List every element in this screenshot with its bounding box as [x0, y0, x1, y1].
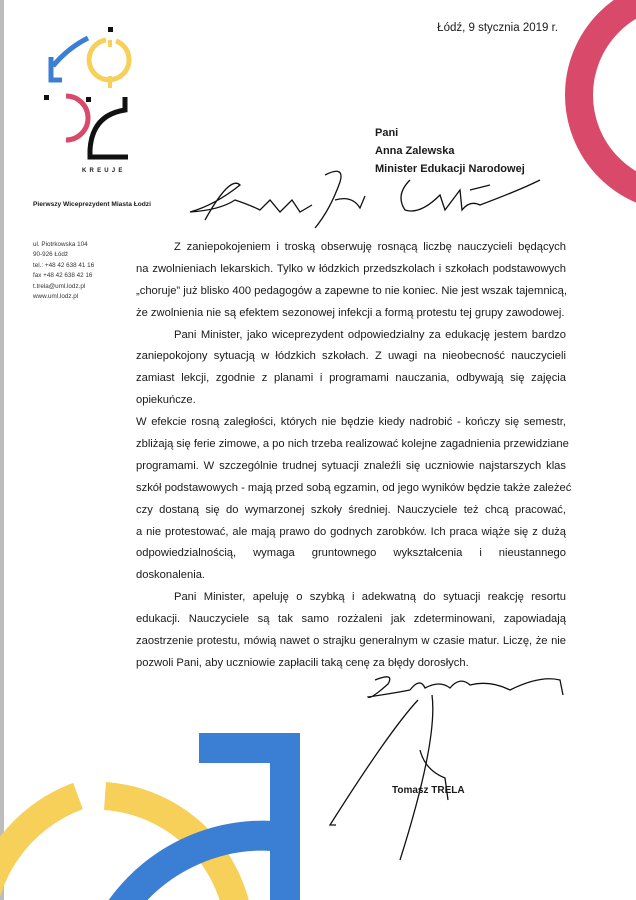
paragraph-line: zamiast lekcji, zgodnie z planami i programami nauczania, odbywają się zajęcia	[136, 372, 566, 385]
paragraph-line: szkół podstawowych - mają przed sobą egzamin, od jego wyników będzie także zależeć	[136, 481, 572, 494]
paragraph-line: Pani Minister, jako wiceprezydent odpowiedzialny za edukację jestem bardzo	[174, 328, 566, 341]
address-fax: fax +48 42 638 42 16	[33, 272, 93, 280]
paragraph-line: programami. W szczególnie trudnej sytuacji znaleźli się uczniowie najstarszych klas	[136, 459, 566, 472]
paragraph-line: zaostrzenie protestu, mówią nawet o strajku generalnym w czasie matur. Liczę, że nie	[136, 635, 566, 648]
letter-paragraph	[136, 587, 566, 675]
address-phone: tel.: +48 42 638 41 16	[33, 261, 95, 269]
blue-arc-decoration	[120, 836, 285, 900]
letter-paragraph	[136, 237, 566, 325]
paragraph-line: pozwoli Pani, aby uczniowie zapłacili taką cenę za błędy dorosłych.	[136, 656, 469, 669]
paragraph-line: edukacji. Nauczyciele są tak samo rozżaleni jak zdeterminowani, zapowiadają	[136, 613, 566, 626]
letter-paragraph	[136, 412, 572, 587]
recipient-name: Anna Zalewska	[375, 145, 455, 157]
paragraph-line: doskonalenia.	[136, 569, 206, 582]
address-website[interactable]: www.uml.lodz.pl	[33, 293, 79, 301]
paragraph-line: W efekcie rosną zaległości, których nie będzie kiedy nadrobić - kończy się semestr,	[136, 416, 566, 429]
paragraph-line: opiekuńcze.	[136, 394, 196, 407]
red-ring-decoration	[579, 0, 636, 198]
paragraph-line: odpowiedzialnością, wymaga gruntownego wykształcenia i nieustannego	[136, 547, 566, 560]
letter-paragraph	[136, 325, 566, 413]
address-email[interactable]: t.trela@uml.lodz.pl	[33, 282, 86, 290]
paragraph-line: Pani Minister, apeluję o szybką i adekwatną do sytuacji reakcję resortu	[174, 591, 566, 604]
sender-office-title: Pierwszy Wiceprezydent Miasta Łodzi	[33, 201, 151, 208]
recipient-title: Minister Edukacji Narodowej	[375, 163, 525, 175]
letter-date: Łódź, 9 stycznia 2019 r.	[437, 22, 558, 34]
paragraph-line: że zwolnienia nie są efektem sezonowej infekcji a formą protestu tej grupy zawodowej.	[136, 306, 565, 319]
paragraph-line: zbliżają się ferie zimowe, a po nich trzeba realizować kolejne zagadnienia przewidziane	[136, 438, 569, 451]
handwritten-signature-salutation	[190, 171, 540, 228]
letter-body	[136, 237, 572, 675]
recipient-block	[375, 124, 525, 178]
paragraph-line: na zwolnieniach lekarskich. Tylko w łódzkich przedszkolach i szkołach podstawowych	[136, 262, 566, 275]
paragraph-line: a nie protestować, ale mają prawo do godnych zarobków. Ich praca wiąże się z dużą	[136, 525, 566, 538]
paragraph-line: czy dostaną się do wymarzonej szkoły średniej. Nauczyciele też chcą pracować,	[136, 503, 566, 516]
paragraph-line: „choruje” już blisko 400 pedagogów a zapewne to nie koniec. Nie jest wszak tajemnicą,	[136, 284, 567, 297]
signer-name: Tomasz TRELA	[392, 785, 465, 796]
yellow-ring-decoration	[0, 796, 78, 900]
address-city: 90-926 Łódź	[33, 251, 69, 259]
paragraph-line: zaniepokojony sytuacją w łódzkich szkołach. Z uwagi na nieobecność nauczycieli	[136, 350, 566, 363]
logo-tagline: KREUJE	[82, 168, 126, 174]
sender-address	[33, 240, 94, 302]
paragraph-line: Z zaniepokojeniem i troską obserwuję rosnącą liczbę nauczycieli będących	[174, 241, 566, 253]
handwritten-signature	[330, 677, 563, 860]
recipient-salutation: Pani	[375, 127, 399, 139]
lodz-logo	[44, 27, 129, 157]
address-street: ul. Piotrkowska 104	[33, 241, 88, 248]
